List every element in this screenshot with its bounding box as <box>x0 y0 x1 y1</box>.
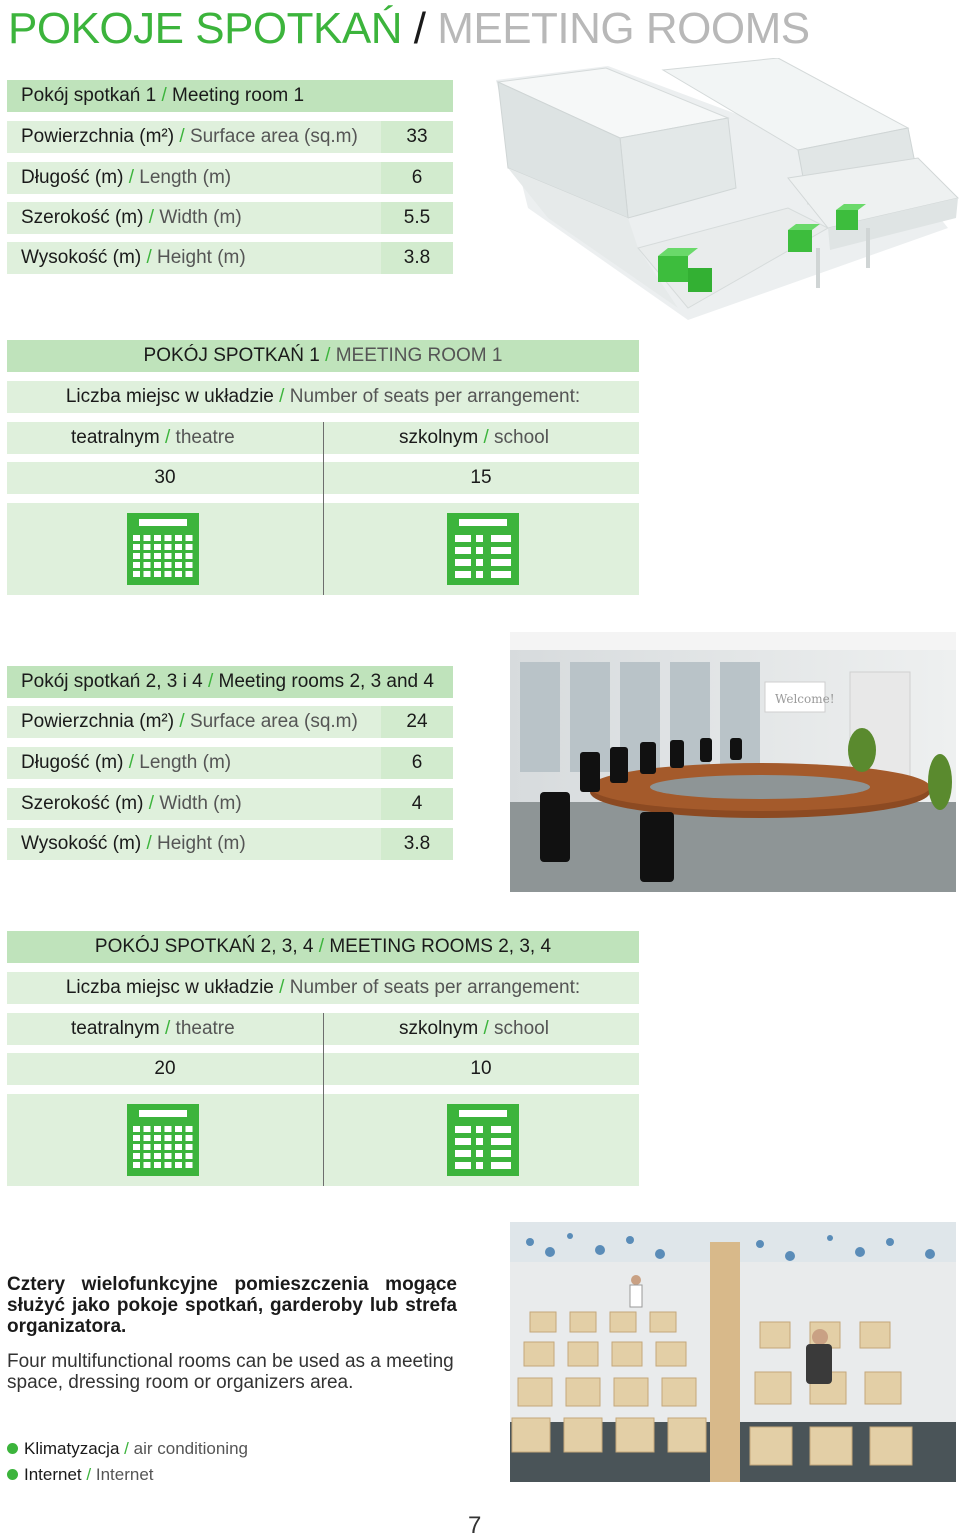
amenity-label-pl: Internet <box>24 1465 82 1484</box>
room1-header-en: Meeting room 1 <box>172 85 305 106</box>
description-en: Four multifunctional rooms can be used as a meeting space, dressing room or organizers area. <box>7 1351 454 1393</box>
row-label-en: Surface area (sq.m) <box>189 711 358 732</box>
row-label-pl: Wysokość (m) <box>21 247 142 268</box>
room1-area-value: 33 <box>381 121 453 153</box>
stage-rect <box>459 1110 507 1117</box>
row-label-pl: Szerokość (m) <box>21 207 144 228</box>
school-layout-icon <box>447 1104 519 1176</box>
theatre-label-pl: teatralnym <box>71 427 160 448</box>
room1-theatre-count: 30 <box>154 467 176 488</box>
rooms234-theatre-count: 20 <box>154 1058 176 1079</box>
seats-header-pl: POKÓJ SPOTKAŃ 1 <box>143 345 320 366</box>
room1-school-count: 15 <box>470 467 492 488</box>
row-label-en: Height (m) <box>157 247 246 268</box>
rooms234-height-value: 3.8 <box>381 828 453 860</box>
seat-mark <box>175 562 182 568</box>
seat-mark <box>175 571 182 577</box>
seat-mark <box>476 1150 483 1157</box>
room1-height-row: Wysokość (m) / Height (m) 3.8 <box>7 242 453 274</box>
seat-mark <box>476 1126 483 1133</box>
seat-mark <box>186 1126 193 1132</box>
seat-mark <box>186 1153 193 1159</box>
row-label-pl: Długość (m) <box>21 167 124 188</box>
seat-mark <box>144 544 151 550</box>
building-3d-illustration <box>488 58 960 330</box>
theatre-label-en: theatre <box>175 1018 235 1039</box>
rooms234-seats-table <box>7 931 639 1189</box>
room1-seats-header: POKÓJ SPOTKAŃ 1 / MEETING ROOM 1 <box>7 340 639 372</box>
rooms234-width-value: 4 <box>381 788 453 820</box>
room1-spec-header: Pokój spotkań 1 / Meeting room 1 <box>7 80 453 112</box>
title-separator: / <box>413 4 426 53</box>
seat-mark <box>175 1126 182 1132</box>
stage-rect <box>459 519 507 526</box>
seat-mark <box>144 553 151 559</box>
seat-mark <box>165 562 172 568</box>
desk-mark <box>455 547 471 554</box>
seats-subheader-pl: Liczba miejsc w układzie <box>65 386 274 407</box>
desk-mark <box>455 1138 471 1145</box>
desk-mark <box>491 559 511 566</box>
school-label-pl: szkolnym <box>399 1018 479 1039</box>
stage-rect <box>139 519 187 526</box>
seat-mark <box>175 1162 182 1168</box>
room1-height-value: 3.8 <box>381 242 453 274</box>
room1-seats-table <box>7 340 639 598</box>
amenity-label-en: Internet <box>95 1465 154 1484</box>
room1-length-value: 6 <box>381 162 453 194</box>
seminar-room-photo <box>510 1222 956 1482</box>
desk-mark <box>491 547 511 554</box>
row-label-en: Length (m) <box>139 167 232 188</box>
seat-mark <box>476 1162 483 1169</box>
desk-mark <box>455 1162 471 1169</box>
seat-mark <box>133 553 140 559</box>
row-label-en: Height (m) <box>157 833 246 854</box>
stage-rect <box>139 1110 187 1117</box>
seat-mark <box>133 1135 140 1141</box>
seat-mark <box>186 535 193 541</box>
seat-mark <box>165 1144 172 1150</box>
seat-mark <box>144 562 151 568</box>
row-label-pl: Wysokość (m) <box>21 833 142 854</box>
seat-mark <box>175 553 182 559</box>
bullet-icon <box>7 1469 18 1480</box>
rooms234-header-en: Meeting rooms 2, 3 and 4 <box>218 671 434 692</box>
seat-mark <box>133 544 140 550</box>
rooms234-arrangement-labels: teatralnym / theatre szkolnym / school <box>7 1013 639 1045</box>
rooms234-seats-subheader: Liczba miejsc w układzie / Number of seats per arrangement: <box>7 972 639 1004</box>
welcome-board-text: Welcome! <box>775 692 835 706</box>
room1-area-row: Powierzchnia (m²) / Surface area (sq.m) 33 <box>7 121 453 153</box>
room1-width-value: 5.5 <box>381 202 453 234</box>
seat-mark <box>186 553 193 559</box>
theatre-layout-icon <box>127 1104 199 1176</box>
seat-mark <box>165 571 172 577</box>
column-divider <box>323 422 324 595</box>
desk-mark <box>455 1150 471 1157</box>
seats-subheader-en: Number of seats per arrangement: <box>289 386 581 407</box>
bullet-icon <box>7 1443 18 1454</box>
seat-mark <box>133 1162 140 1168</box>
seat-mark <box>154 562 161 568</box>
desk-mark <box>455 559 471 566</box>
seminar-room-illustration <box>510 1222 956 1482</box>
seats-subheader-en: Number of seats per arrangement: <box>289 977 581 998</box>
rooms234-seats-header: POKÓJ SPOTKAŃ 2, 3, 4 / MEETING ROOMS 2, 3, 4 <box>7 931 639 963</box>
desk-mark <box>491 535 511 542</box>
desk-mark <box>491 1126 511 1133</box>
row-label-en: Length (m) <box>139 752 232 773</box>
seat-mark <box>133 562 140 568</box>
seats-header-en: MEETING ROOMS 2, 3, 4 <box>329 936 552 957</box>
seat-mark <box>476 571 483 578</box>
column-divider <box>323 1013 324 1186</box>
desk-mark <box>491 1162 511 1169</box>
row-label-en: Surface area (sq.m) <box>189 126 358 147</box>
seats-subheader-pl: Liczba miejsc w układzie <box>65 977 274 998</box>
page-title-pl: POKOJE SPOTKAŃ <box>8 4 402 53</box>
seat-mark <box>154 1144 161 1150</box>
seat-mark <box>476 547 483 554</box>
seat-mark <box>144 1144 151 1150</box>
seat-mark <box>186 571 193 577</box>
theatre-label-pl: teatralnym <box>71 1018 160 1039</box>
room1-seats-subheader: Liczba miejsc w układzie / Number of seats per arrangement: <box>7 381 639 413</box>
row-label-en: Width (m) <box>159 207 242 228</box>
boardroom-photo <box>510 632 956 892</box>
page-number: 7 <box>468 1512 482 1539</box>
seats-header-pl: POKÓJ SPOTKAŃ 2, 3, 4 <box>94 936 314 957</box>
seat-mark <box>133 1153 140 1159</box>
seat-mark <box>165 1162 172 1168</box>
row-label-pl: Powierzchnia (m²) <box>21 711 175 732</box>
row-label-en: Width (m) <box>159 793 242 814</box>
seat-mark <box>154 544 161 550</box>
desk-mark <box>455 535 471 542</box>
seat-mark <box>144 1126 151 1132</box>
school-layout-icon <box>447 513 519 585</box>
seat-mark <box>154 1153 161 1159</box>
row-label-pl: Powierzchnia (m²) <box>21 126 175 147</box>
school-label-en: school <box>494 427 549 448</box>
seats-header-en: MEETING ROOM 1 <box>335 345 503 366</box>
rooms234-height-row: Wysokość (m) / Height (m) 3.8 <box>7 828 453 860</box>
row-label-pl: Szerokość (m) <box>21 793 144 814</box>
seat-mark <box>154 553 161 559</box>
theatre-layout-icon <box>127 513 199 585</box>
seat-mark <box>144 1153 151 1159</box>
school-label-en: school <box>494 1018 549 1039</box>
amenity-label-pl: Klimatyzacja <box>24 1439 120 1458</box>
seat-mark <box>144 571 151 577</box>
theatre-label-en: theatre <box>175 427 235 448</box>
seat-mark <box>144 535 151 541</box>
seat-mark <box>476 535 483 542</box>
rooms234-spec-header: Pokój spotkań 2, 3 i 4 / Meeting rooms 2, 3 and 4 <box>7 666 453 698</box>
rooms234-width-row: Szerokość (m) / Width (m) 4 <box>7 788 453 820</box>
seat-mark <box>476 1138 483 1145</box>
room1-header-pl: Pokój spotkań 1 <box>21 85 157 106</box>
seat-mark <box>144 1162 151 1168</box>
room1-length-row: Długość (m) / Length (m) 6 <box>7 162 453 194</box>
seat-mark <box>186 1135 193 1141</box>
amenity-item: Klimatyzacja / air conditioning <box>7 1439 248 1459</box>
desk-mark <box>491 1138 511 1145</box>
seat-mark <box>175 544 182 550</box>
seat-mark <box>165 553 172 559</box>
description-pl: Cztery wielofunkcyjne pomieszczenia mogące służyć jako pokoje spotkań, garderoby lub strefa organizatora. <box>7 1274 457 1337</box>
seat-mark <box>154 1162 161 1168</box>
page-title <box>8 4 810 54</box>
seat-mark <box>186 1162 193 1168</box>
desk-mark <box>491 1150 511 1157</box>
building-3d-render <box>488 58 960 330</box>
seat-mark <box>133 535 140 541</box>
seat-mark <box>175 1144 182 1150</box>
room1-arrangement-labels: teatralnym / theatre szkolnym / school <box>7 422 639 454</box>
rooms234-area-row: Powierzchnia (m²) / Surface area (sq.m) 24 <box>7 706 453 738</box>
seat-mark <box>133 1144 140 1150</box>
seat-mark <box>175 1135 182 1141</box>
rooms234-length-value: 6 <box>381 747 453 779</box>
description-block <box>7 1274 457 1393</box>
seat-mark <box>165 1126 172 1132</box>
seat-mark <box>154 1126 161 1132</box>
rooms234-school-count: 10 <box>470 1058 492 1079</box>
seat-mark <box>186 1144 193 1150</box>
seat-mark <box>165 1153 172 1159</box>
room1-width-row: Szerokość (m) / Width (m) 5.5 <box>7 202 453 234</box>
seat-mark <box>154 571 161 577</box>
seat-mark <box>186 562 193 568</box>
seat-mark <box>175 535 182 541</box>
amenity-item: Internet / Internet <box>7 1465 154 1485</box>
school-label-pl: szkolnym <box>399 427 479 448</box>
seat-mark <box>133 571 140 577</box>
seat-mark <box>165 535 172 541</box>
desk-mark <box>455 1126 471 1133</box>
row-label-pl: Długość (m) <box>21 752 124 773</box>
seat-mark <box>476 559 483 566</box>
seat-mark <box>144 1135 151 1141</box>
boardroom-illustration <box>510 632 956 892</box>
seat-mark <box>175 1153 182 1159</box>
seat-mark <box>165 1135 172 1141</box>
seat-mark <box>186 544 193 550</box>
seat-mark <box>133 1126 140 1132</box>
rooms234-header-pl: Pokój spotkań 2, 3 i 4 <box>21 671 203 692</box>
seat-mark <box>165 544 172 550</box>
rooms234-length-row: Długość (m) / Length (m) 6 <box>7 747 453 779</box>
seat-mark <box>154 1135 161 1141</box>
page-title-en: MEETING ROOMS <box>437 4 810 53</box>
desk-mark <box>455 571 471 578</box>
desk-mark <box>491 571 511 578</box>
seat-mark <box>154 535 161 541</box>
rooms234-area-value: 24 <box>381 706 453 738</box>
amenity-label-en: air conditioning <box>133 1439 248 1458</box>
